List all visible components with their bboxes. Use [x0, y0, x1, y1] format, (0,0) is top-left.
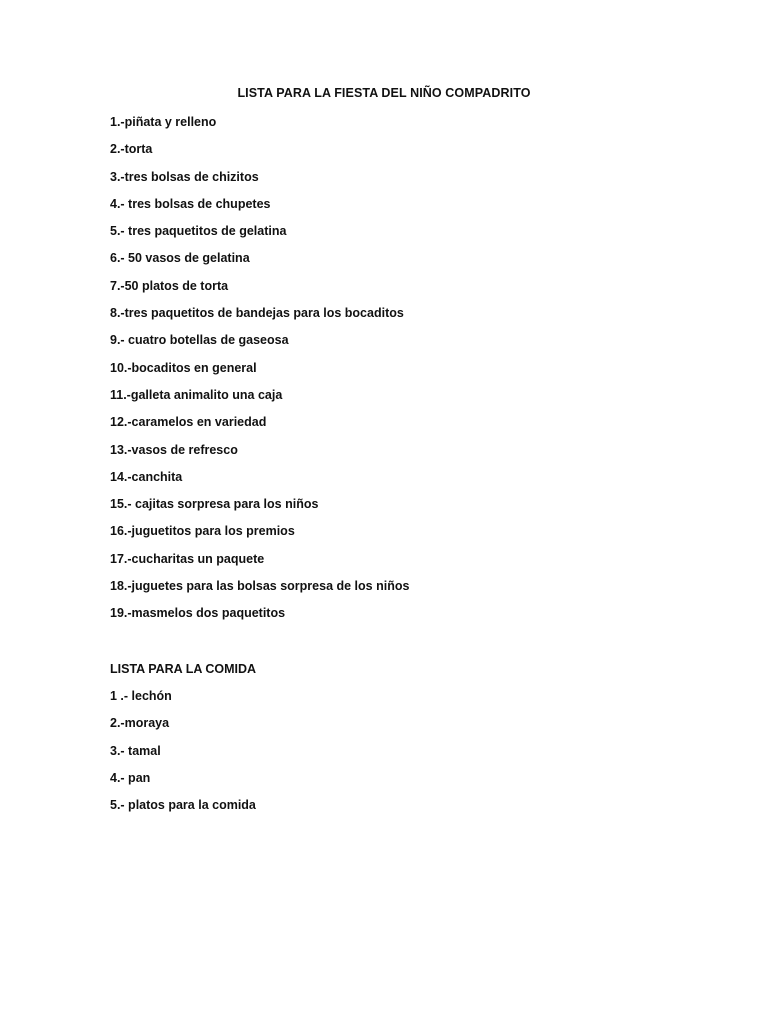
food-list-title: LISTA PARA LA COMIDA [110, 662, 257, 676]
list-item: 12.-caramelos en variedad [110, 415, 267, 430]
list-item: 10.-bocaditos en general [110, 360, 257, 375]
list-item: 1 .- lechón [110, 689, 172, 703]
list-item: 19.-masmelos dos paquetitos [110, 606, 286, 621]
list-item: 6.- 50 vasos de gelatina [110, 251, 250, 266]
list-item: 4.- tres bolsas de chupetes [110, 196, 271, 211]
list-item: 17.-cucharitas un paquete [110, 551, 265, 566]
party-list [110, 115, 409, 634]
list-item: 13.-vasos de refresco [110, 442, 238, 457]
food-list [110, 689, 256, 825]
list-item: 15.- cajitas sorpresa para los niños [110, 497, 319, 512]
list-item: 5.- platos para la comida [110, 798, 256, 813]
list-item: 4.- pan [110, 770, 151, 785]
list-item: 3.-tres bolsas de chizitos [110, 169, 259, 184]
list-item: 11.-galleta animalito una caja [110, 387, 283, 402]
list-item: 14.-canchita [110, 469, 183, 484]
list-item: 7.-50 platos de torta [110, 278, 229, 293]
list-item: 16.-juguetitos para los premios [110, 524, 295, 539]
list-item: 5.- tres paquetitos de gelatina [110, 224, 287, 239]
list-item: 2.-moraya [110, 716, 170, 731]
list-item: 8.-tres paquetitos de bandejas para los bocaditos [110, 306, 404, 321]
party-list-title: LISTA PARA LA FIESTA DEL NIÑO COMPADRITO [237, 86, 531, 100]
list-item: 1.-piñata y relleno [110, 115, 217, 129]
list-item: 9.- cuatro botellas de gaseosa [110, 333, 289, 348]
list-item: 2.-torta [110, 142, 153, 157]
list-item: 18.-juguetes para las bolsas sorpresa de los niños [110, 579, 410, 594]
list-item: 3.- tamal [110, 743, 161, 758]
